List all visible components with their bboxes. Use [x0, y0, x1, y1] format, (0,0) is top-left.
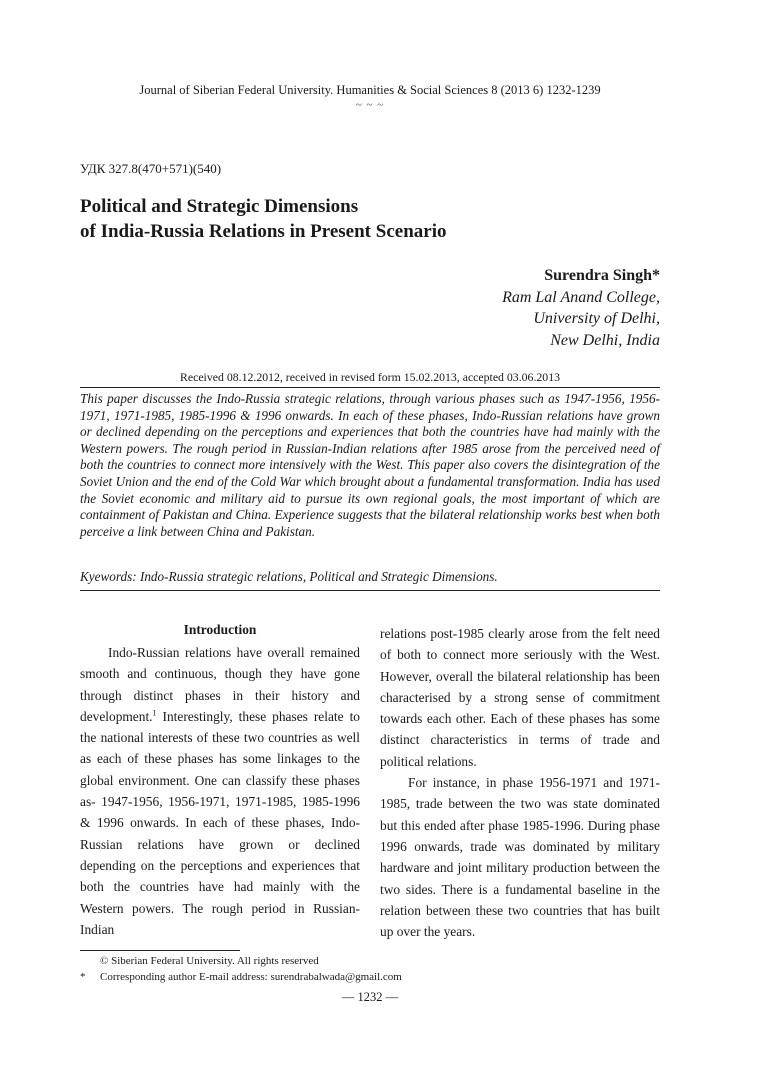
paper-title	[80, 194, 640, 244]
copyright-line	[80, 953, 660, 969]
body-text: Interestingly, these phases relate to the national interests of these two countries as well as each of these phases has some linkages to the global environment. One can classify these phases as- 1947-1956, 1956-1971, 1971-1985, 1985-1996 & 1996 onwards. In each of these phases, Indo-Russian relations have grown or declined depending on the perceptions and experiences that both the countries have had mainly with the Western powers. The rough period in Russian-Indian	[80, 708, 360, 937]
copyright-text: © Siberian Federal University. All rights reserved	[100, 955, 319, 967]
author-block	[380, 265, 660, 351]
corresponding-author-text: Corresponding author E-mail address: surendrabalwada@gmail.com	[100, 971, 402, 983]
body-column-left	[80, 620, 360, 940]
body-text: Indo-Russian relations have overall remained smooth and continuous, though they have gone through distinct phases in their history and development.	[80, 645, 360, 724]
affiliation-line: New Delhi, India	[550, 331, 660, 349]
journal-header: Journal of Siberian Federal University. Humanities & Social Sciences 8 (2013 6) 1232-1239	[139, 83, 601, 97]
author-name: Surendra Singh*	[544, 267, 660, 284]
keywords: Kyewords: Indo-Russia strategic relations, Political and Strategic Dimensions.	[80, 569, 498, 584]
affiliation-line: University of Delhi,	[533, 310, 660, 327]
affiliation-line: Ram Lal Anand College,	[502, 288, 660, 306]
received-dates: Received 08.12.2012, received in revised form 15.02.2013, accepted 03.06.2013	[179, 370, 560, 384]
abstract-bottom-rule	[80, 590, 660, 591]
header-ornament: ~ ~ ~	[355, 99, 385, 111]
abstract: This paper discusses the Indo-Russia strategic relations, through various phases such as 1947-1956, 1956-1971, 1971-1985, 1985-1996 & 1996 onwards. In each of these phases, Indo-Russian relations have grown or declined depending on the perceptions and experiences that both the countries have had mainly with the Western powers. The rough period in Russian-Indian relations after 1985 arose from the perceived need of both the countries to connect more intensively with the West. This paper also covers the disintegration of the Soviet Union and the end of the Cold War which brought about a fundamental transformation. India has used the Soviet economic and military aid to pursue its own regional goals, the most important of which are containment of Pakistan and China. Experience suggests that the bilateral relationship works best when both perceive a link between China and Pakistan.	[80, 391, 660, 539]
body-paragraph: For instance, in phase 1956-1971 and 1971-1985, trade between the two was state dominated but this ended after phase 1985-1996. During phase 1996 onwards, trade was dominated by military hardware and joint military production between the two sides. There is a fundamental baseline in the relation between these two countries that has built up over the years.	[380, 775, 660, 940]
footnote-reference[interactable]: 1	[152, 708, 157, 718]
footnote-rule	[80, 950, 240, 951]
body-paragraph	[80, 642, 360, 940]
corresponding-author-line	[80, 969, 660, 985]
footnote-asterisk: *	[80, 971, 86, 983]
paper-title-line-2: of India-Russia Relations in Present Scenario	[80, 221, 447, 242]
body-column-right	[380, 623, 660, 942]
page-number: — 1232 —	[341, 990, 399, 1004]
abstract-top-rule	[80, 387, 660, 388]
paper-title-line-1: Political and Strategic Dimensions	[80, 196, 359, 217]
body-paragraph: relations post-1985 clearly arose from the felt need of both to connect more seriously with the West. However, overall the bilateral relationship has been characterised by a strong sense of commitment towards each other. Each of these phases has some distinct characteristics in terms of trade and political relations.	[380, 626, 660, 769]
udc-code: УДК 327.8(470+571)(540)	[80, 161, 222, 176]
footnotes	[80, 953, 660, 985]
section-heading-introduction: Introduction	[183, 622, 257, 637]
